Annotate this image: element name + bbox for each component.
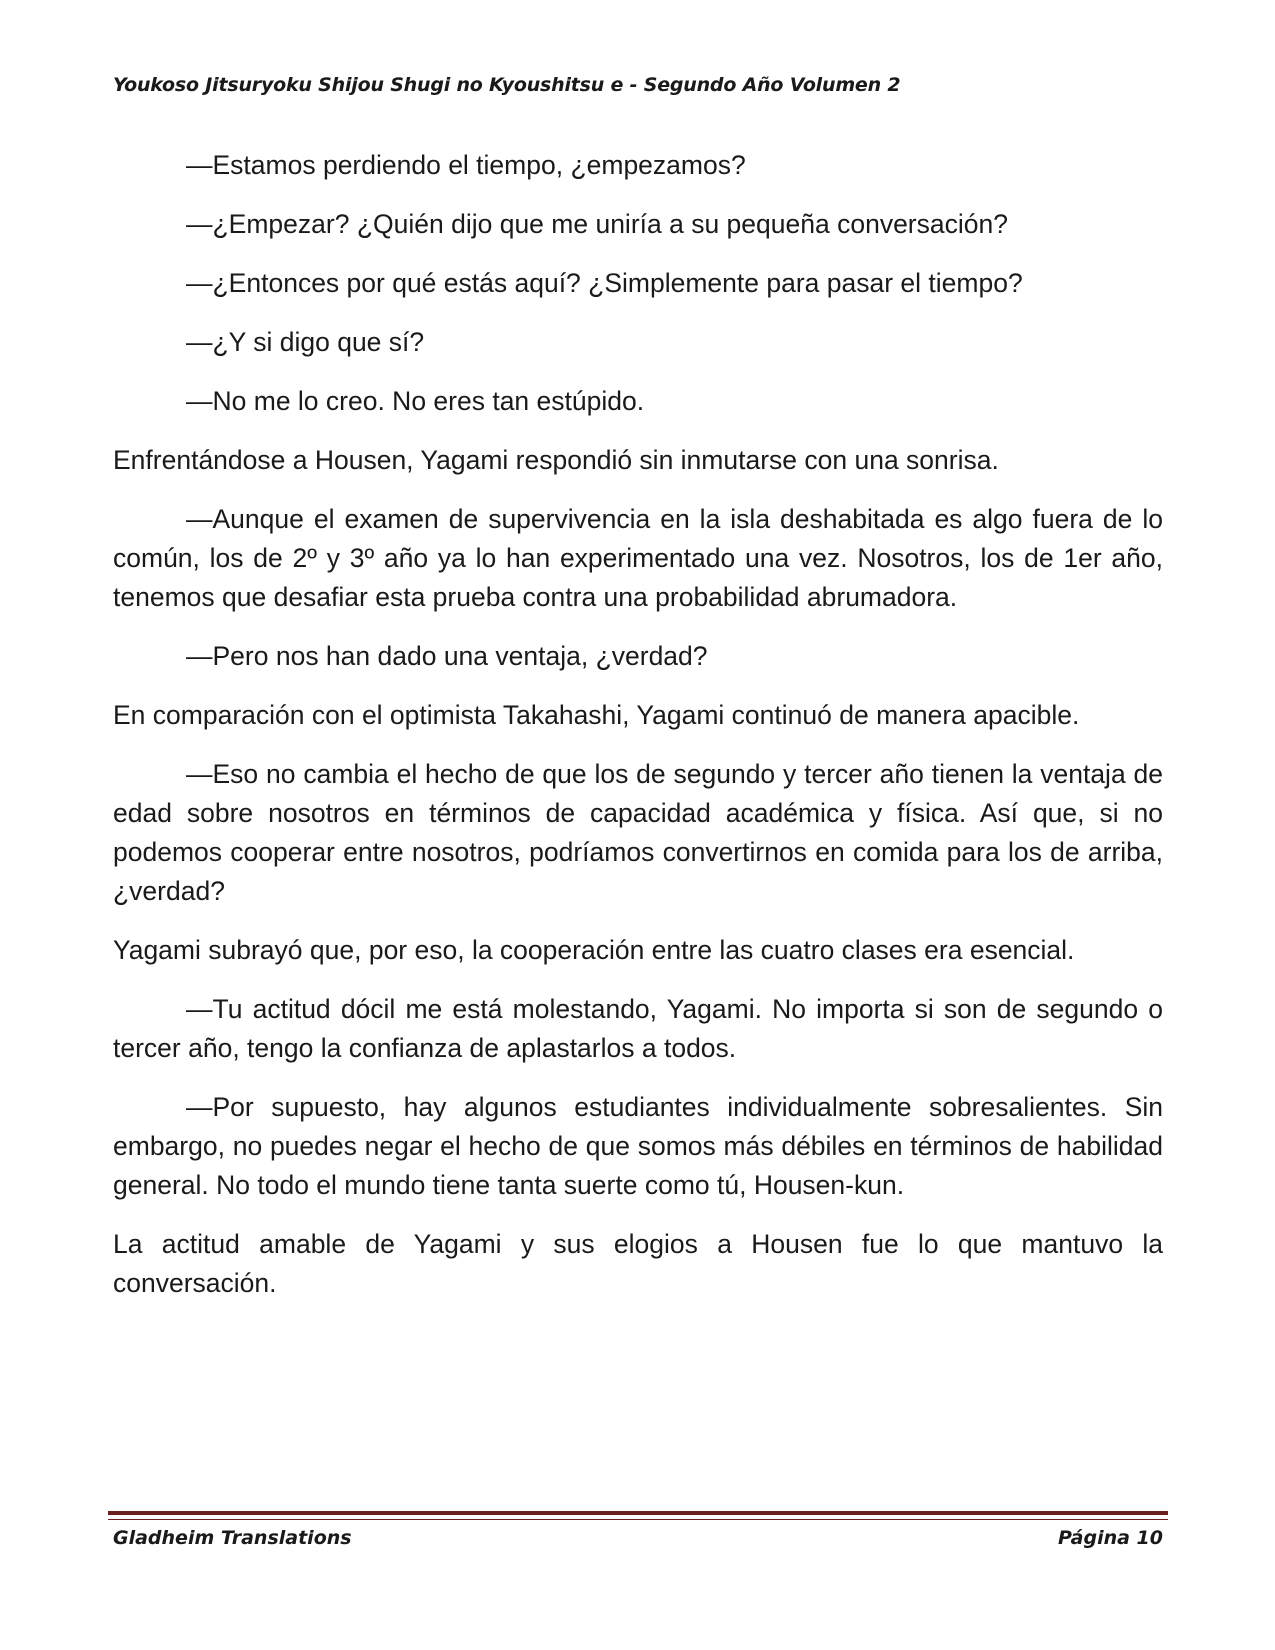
paragraph: —Por supuesto, hay algunos estudiantes individualmente sobresalientes. Sin embargo, no puedes negar el hecho de que somos más débiles en términos de habilidad general. No todo el mundo tiene tanta suerte como tú, Housen-kun.: [113, 1092, 1163, 1200]
paragraph: —Tu actitud dócil me está molestando, Yagami. No importa si son de segundo o tercer año, tengo la confianza de aplastarlos a todos.: [113, 994, 1163, 1063]
body-text: [113, 146, 1163, 1323]
paragraph: En comparación con el optimista Takahashi, Yagami continuó de manera apacible.: [113, 700, 1080, 730]
paragraph: —Aunque el examen de supervivencia en la isla deshabitada es algo fuera de lo común, los de 2º y 3º año ya lo han experimentado una vez. Nosotros, los de 1er año, tenemos que desafiar esta prueba contra una probabilidad abrumadora.: [113, 504, 1163, 612]
footer-rule: [108, 1511, 1168, 1515]
footer-publisher: Gladheim Translations: [113, 1527, 352, 1549]
paragraph: Yagami subrayó que, por eso, la cooperación entre las cuatro clases era esencial.: [113, 935, 1075, 965]
paragraph: —Pero nos han dado una ventaja, ¿verdad?: [186, 641, 708, 671]
paragraph: —No me lo creo. No eres tan estúpido.: [186, 386, 645, 416]
page-footer: [113, 1527, 1163, 1549]
paragraph: —¿Entonces por qué estás aquí? ¿Simplemente para pasar el tiempo?: [186, 268, 1023, 298]
paragraph: —Eso no cambia el hecho de que los de segundo y tercer año tienen la ventaja de edad sobre nosotros en términos de capacidad académica y física. Así que, si no podemos cooperar entre nosotros, podríamos convertirnos en comida para los de arriba, ¿verdad?: [113, 759, 1163, 906]
footer-rule-thin: [108, 1519, 1168, 1520]
footer-page-number: Página 10: [1057, 1527, 1163, 1549]
paragraph: —Estamos perdiendo el tiempo, ¿empezamos?: [186, 150, 746, 180]
paragraph: Enfrentándose a Housen, Yagami respondió sin inmutarse con una sonrisa.: [113, 445, 999, 475]
paragraph: —¿Y si digo que sí?: [186, 327, 425, 357]
page-header-title: Youkoso Jitsuryoku Shijou Shugi no Kyoushitsu e - Segundo Año Volumen 2: [113, 74, 901, 96]
paragraph: La actitud amable de Yagami y sus elogios a Housen fue lo que mantuvo la conversación.: [113, 1229, 1163, 1298]
paragraph: —¿Empezar? ¿Quién dijo que me uniría a su pequeña conversación?: [186, 209, 1008, 239]
